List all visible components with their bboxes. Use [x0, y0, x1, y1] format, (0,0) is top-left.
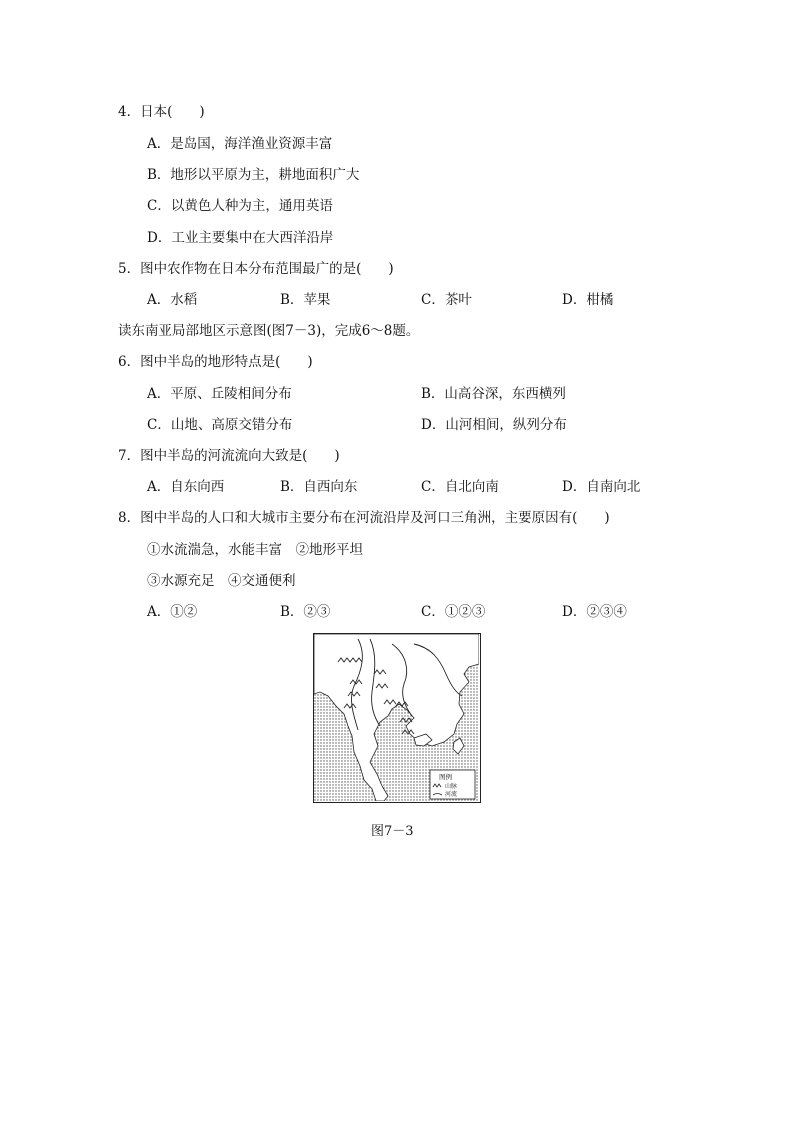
- southeast-asia-map: [313, 633, 481, 803]
- q4-option-a: A．是岛国，海洋渔业资源丰富: [147, 136, 333, 152]
- q6-stem: 6．图中半岛的地形特点是( ): [118, 354, 313, 370]
- q8-option-d: D．②③④: [562, 604, 627, 620]
- q6-option-a: A．平原、丘陵相间分布: [147, 386, 292, 402]
- q6-option-d: D．山河相间，纵列分布: [421, 417, 567, 433]
- map-drawing: [314, 634, 479, 801]
- q7-option-c: C．自北向南: [421, 479, 499, 495]
- q8-option-c: C．①②③: [421, 604, 486, 620]
- q7-option-b: B．自西向东: [280, 479, 358, 495]
- q8-reasons-line-2: ③水源充足 ④交通便利: [147, 573, 296, 589]
- section-intro: 读东南亚局部地区示意图(图7－3)，完成6～8题。: [118, 323, 420, 339]
- q4-option-d: D．工业主要集中在大西洋沿岸: [147, 230, 334, 246]
- q5-stem: 5．图中农作物在日本分布范围最广的是( ): [118, 261, 394, 277]
- legend-river-label: 河流: [445, 791, 458, 798]
- q5-option-a: A．水稻: [147, 292, 198, 308]
- legend-mountain-label: 山脉: [445, 783, 458, 790]
- q4-option-b: B．地形以平原为主，耕地面积广大: [147, 167, 360, 183]
- q4-option-c: C．以黄色人种为主，通用英语: [147, 198, 333, 214]
- q8-stem: 8．图中半岛的人口和大城市主要分布在河流沿岸及河口三角洲，主要原因有( ): [118, 510, 610, 526]
- q5-option-c: C．茶叶: [421, 292, 472, 308]
- q5-option-d: D．柑橘: [562, 292, 614, 308]
- q6-option-b: B．山高谷深，东西横列: [421, 386, 566, 402]
- legend-title: 图例: [439, 773, 452, 781]
- q7-option-d: D．自南向北: [562, 479, 641, 495]
- q4-stem: 4．日本( ): [118, 104, 205, 120]
- q7-stem: 7．图中半岛的河流流向大致是( ): [118, 448, 340, 464]
- q8-option-a: A．①②: [147, 604, 198, 620]
- q7-option-a: A．自东向西: [147, 479, 225, 495]
- q6-option-c: C．山地、高原交错分布: [147, 417, 293, 433]
- figure-caption: 图7－3: [371, 824, 414, 839]
- q8-reasons-line-1: ①水流湍急，水能丰富 ②地形平坦: [147, 542, 363, 558]
- q8-option-b: B．②③: [280, 604, 331, 620]
- q5-option-b: B．苹果: [280, 292, 331, 308]
